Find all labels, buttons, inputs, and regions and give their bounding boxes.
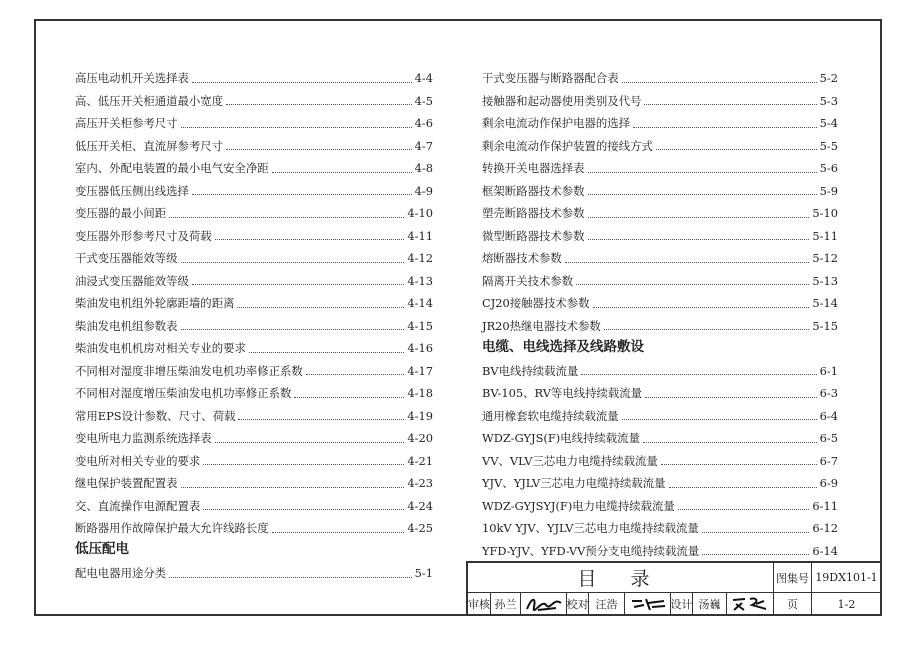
dot-leader: [181, 328, 405, 330]
toc-entry: [75, 265, 433, 288]
toc-entry: [75, 557, 433, 580]
toc-entry-page: 4-10: [407, 206, 433, 221]
toc-entry-page: 4-15: [407, 318, 433, 333]
document-title: 目 录: [577, 568, 664, 590]
dot-leader: [644, 103, 816, 105]
dot-leader: [661, 463, 817, 465]
toc-entry: [482, 400, 838, 423]
toc-entry-page: 5-10: [812, 206, 838, 221]
review-label: 审核: [468, 598, 490, 611]
toc-entry-page: 4-16: [407, 341, 433, 356]
toc-entry-page: 5-2: [819, 71, 838, 86]
toc-entry-title: BV电线持续载流量: [482, 363, 579, 378]
dot-leader: [249, 351, 405, 353]
toc-entry: [75, 220, 433, 243]
toc-entry-page: 6-12: [812, 521, 838, 536]
toc-entry-page: 4-8: [414, 161, 433, 176]
dot-leader: [702, 553, 809, 555]
toc-entry-page: 4-5: [414, 93, 433, 108]
toc-entry-title: 柴油发电机机房对相关专业的要求: [75, 341, 246, 356]
toc-entry: [75, 332, 433, 355]
toc-entry: [482, 377, 838, 400]
toc-entry-page: 5-1: [414, 566, 433, 581]
dot-leader: [669, 486, 817, 488]
toc-entry-page: 4-20: [407, 431, 433, 446]
toc-entry: [482, 287, 838, 310]
toc-entry: [482, 85, 838, 108]
review-name: 孙兰: [490, 593, 520, 615]
toc-entry-title: 剩余电流动作保护电器的选择: [482, 116, 631, 131]
toc-entry-page: 4-23: [407, 476, 433, 491]
toc-entry-title: VV、VLV三芯电力电缆持续载流量: [482, 453, 658, 468]
toc-entry-title: 配电电器用途分类: [75, 566, 167, 581]
dot-leader: [622, 81, 817, 83]
toc-entry-title: WDZ-GYJSYJ(F)电力电缆持续载流量: [482, 498, 675, 513]
design-name: 汤巍: [692, 593, 726, 615]
toc-entry: [482, 152, 838, 175]
dot-leader: [622, 418, 817, 420]
dot-leader: [237, 306, 404, 308]
toc-entry-title: CJ20接触器技术参数: [482, 296, 590, 311]
toc-entry-page: 6-11: [812, 498, 838, 513]
toc-entry: [482, 445, 838, 468]
toc-entry: [482, 130, 838, 153]
toc-entry-title: 低压开关柜、直流屏参考尺寸: [75, 138, 224, 153]
toc-entry-title: 干式变压器与断路器配合表: [482, 71, 619, 86]
toc-entry: [75, 62, 433, 85]
toc-entry: [75, 355, 433, 378]
toc-entry-title: 塑壳断路器技术参数: [482, 206, 585, 221]
dot-leader: [215, 441, 405, 443]
toc-entry-page: 5-13: [812, 273, 838, 288]
dot-leader: [593, 306, 810, 308]
dot-leader: [643, 441, 817, 443]
toc-entry-page: 4-4: [414, 71, 433, 86]
dot-leader: [633, 126, 817, 128]
toc-entry-title: 框架断路器技术参数: [482, 183, 585, 198]
title-block: [466, 561, 881, 615]
toc-entry-title: WDZ-GYJS(F)电线持续载流量: [482, 431, 640, 446]
check-signature: [624, 593, 670, 615]
dot-leader: [181, 261, 405, 263]
dot-leader: [272, 171, 412, 173]
toc-entry: [482, 175, 838, 198]
toc-entry: [482, 265, 838, 288]
toc-entry-title: 常用EPS设计参数、尺寸、荷载: [75, 408, 236, 423]
dot-leader: [203, 463, 404, 465]
toc-entry: [482, 535, 838, 558]
toc-entry: [75, 490, 433, 513]
toc-entry: [75, 130, 433, 153]
toc-entry-page: 5-4: [819, 116, 838, 131]
dot-leader: [192, 193, 412, 195]
dot-leader: [226, 103, 412, 105]
page-number: 1-2: [811, 593, 881, 615]
design-signature: [726, 593, 773, 615]
toc-entry-page: 5-11: [812, 228, 838, 243]
toc-entry-page: 5-5: [819, 138, 838, 153]
toc-entry-title: 接触器和起动器使用类别及代号: [482, 93, 642, 108]
check-label: 校对: [566, 593, 588, 615]
toc-entry: [482, 355, 838, 378]
toc-entry: [75, 152, 433, 175]
toc-entry-page: 4-21: [407, 453, 433, 468]
toc-entry: [75, 287, 433, 310]
toc-entry-title: 高压电动机开关选择表: [75, 71, 189, 86]
toc-entry-page: 4-6: [414, 116, 433, 131]
toc-entry-title: 熔断器技术参数: [482, 251, 562, 266]
toc-entry-title: 剩余电流动作保护装置的接线方式: [482, 138, 653, 153]
toc-entry: [75, 377, 433, 400]
toc-entry-title: 柴油发电机组外轮廓距墙的距离: [75, 296, 235, 311]
toc-entry-page: 4-25: [407, 521, 433, 536]
toc-entry: [75, 467, 433, 490]
toc-entry-title: 柴油发电机组参数表: [75, 318, 178, 333]
toc-entry-page: 4-24: [407, 498, 433, 513]
design-label: 设计: [670, 593, 692, 615]
toc-entry-title: 断路器用作故障保护最大允许线路长度: [75, 521, 269, 536]
review-signature: [520, 593, 566, 615]
toc-entry-title: YFD-YJV、YFD-VV预分支电缆持续载流量: [482, 543, 700, 558]
toc-entry: [75, 310, 433, 333]
check-name: 汪浩: [588, 593, 624, 615]
toc-entry: [482, 62, 838, 85]
toc-entry-title: 隔离开关技术参数: [482, 273, 574, 288]
toc-entry: [75, 175, 433, 198]
dot-leader: [576, 283, 809, 285]
toc-entry-page: 4-19: [407, 408, 433, 423]
toc-entry-title: 变压器低压侧出线选择: [75, 183, 189, 198]
toc-entry: [482, 220, 838, 243]
toc-entry-title: JR20热继电器技术参数: [482, 318, 601, 333]
toc-entry-title: 高压开关柜参考尺寸: [75, 116, 178, 131]
toc-entry-page: 6-9: [819, 476, 838, 491]
toc-entry-title: 不同相对湿度非增压柴油发电机功率修正系数: [75, 363, 303, 378]
dot-leader: [215, 238, 405, 240]
toc-entry-page: 5-14: [812, 296, 838, 311]
toc-entry-page: 4-11: [407, 228, 433, 243]
atlas-label: 图集号: [773, 563, 811, 592]
toc-entry-page: 4-14: [407, 296, 433, 311]
toc-entry-page: 5-3: [819, 93, 838, 108]
toc-entry: [75, 400, 433, 423]
dot-leader: [181, 486, 405, 488]
toc-entry: [75, 107, 433, 130]
toc-entry: [482, 490, 838, 513]
toc-entry-title: 变电所电力监测系统选择表: [75, 431, 212, 446]
toc-entry: [75, 422, 433, 445]
dot-leader: [181, 126, 412, 128]
dot-leader: [678, 508, 810, 510]
toc-entry-title: 微型断路器技术参数: [482, 228, 585, 243]
toc-entry-page: 4-17: [407, 363, 433, 378]
dot-leader: [581, 373, 816, 375]
toc-entry: [482, 197, 838, 220]
toc-entry-title: 通用橡套软电缆持续载流量: [482, 408, 619, 423]
toc-entry: [482, 310, 838, 333]
toc-entry-page: 6-1: [819, 363, 838, 378]
toc-entry-title: 转换开关电器选择表: [482, 161, 585, 176]
toc-entry: [482, 422, 838, 445]
toc-entry-title: 交、直流操作电源配置表: [75, 498, 201, 513]
section-heading: 低压配电: [75, 541, 129, 557]
toc-entry-title: 干式变压器能效等级: [75, 251, 178, 266]
toc-entry: [482, 107, 838, 130]
toc-entry: [482, 512, 838, 535]
toc-entry-page: 6-4: [819, 408, 838, 423]
dot-leader: [238, 418, 404, 420]
dot-leader: [169, 576, 412, 578]
toc-entry: [75, 512, 433, 535]
toc-right-column: [482, 62, 838, 557]
dot-leader: [565, 261, 810, 263]
dot-leader: [656, 148, 817, 150]
toc-entry-title: 高、低压开关柜通道最小宽度: [75, 93, 224, 108]
toc-entry-title: 变压器外形参考尺寸及荷载: [75, 228, 212, 243]
toc-entry-title: 变压器的最小间距: [75, 206, 167, 221]
dot-leader: [702, 531, 810, 533]
section-heading: 电缆、电线选择及线路敷设: [482, 338, 644, 355]
dot-leader: [272, 531, 405, 533]
dot-leader: [588, 171, 817, 173]
toc-entry-page: 4-18: [407, 386, 433, 401]
atlas-number: 19DX101-1: [811, 563, 881, 592]
page-label: 页: [773, 593, 811, 615]
dot-leader: [588, 238, 810, 240]
dot-leader: [192, 81, 412, 83]
toc-entry: [482, 467, 838, 490]
dot-leader: [588, 193, 817, 195]
toc-entry-page: 5-15: [812, 318, 838, 333]
toc-entry-title: 油浸式变压器能效等级: [75, 273, 189, 288]
toc-entry-page: 6-5: [819, 431, 838, 446]
toc-entry-title: YJV、YJLV三芯电力电缆持续载流量: [482, 476, 666, 491]
toc-entry-page: 5-12: [812, 251, 838, 266]
dot-leader: [192, 283, 404, 285]
toc-entry-page: 4-7: [414, 138, 433, 153]
document-title-cell: [468, 563, 773, 592]
toc-entry-page: 4-9: [414, 183, 433, 198]
dot-leader: [588, 216, 810, 218]
dot-leader: [226, 148, 412, 150]
dot-leader: [294, 396, 404, 398]
toc-entry-title: 继电保护装置配置表: [75, 476, 178, 491]
toc-entry-title: 不同相对湿度增压柴油发电机功率修正系数: [75, 386, 292, 401]
dot-leader: [645, 396, 817, 398]
toc-left-column: [75, 62, 433, 580]
toc-entry-title: 10kV YJV、YJLV三芯电力电缆持续载流量: [482, 521, 699, 536]
toc-entry-page: 6-3: [819, 386, 838, 401]
toc-entry: [75, 242, 433, 265]
dot-leader: [169, 216, 404, 218]
toc-entry-page: 6-7: [819, 453, 838, 468]
toc-entry-page: 5-9: [819, 183, 838, 198]
toc-entry: [482, 242, 838, 265]
toc-entry: [75, 197, 433, 220]
toc-entry-title: 室内、外配电装置的最小电气安全净距: [75, 161, 269, 176]
toc-entry-title: BV-105、RV等电线持续载流量: [482, 386, 643, 401]
toc-entry: [75, 85, 433, 108]
dot-leader: [306, 373, 405, 375]
dot-leader: [203, 508, 404, 510]
toc-entry: [75, 445, 433, 468]
toc-entry-page: 4-13: [407, 273, 433, 288]
toc-entry-page: 5-6: [819, 161, 838, 176]
toc-entry-title: 变电所对相关专业的要求: [75, 453, 201, 468]
dot-leader: [604, 328, 810, 330]
toc-entry-page: 6-14: [812, 543, 838, 558]
toc-entry-page: 4-12: [407, 251, 433, 266]
